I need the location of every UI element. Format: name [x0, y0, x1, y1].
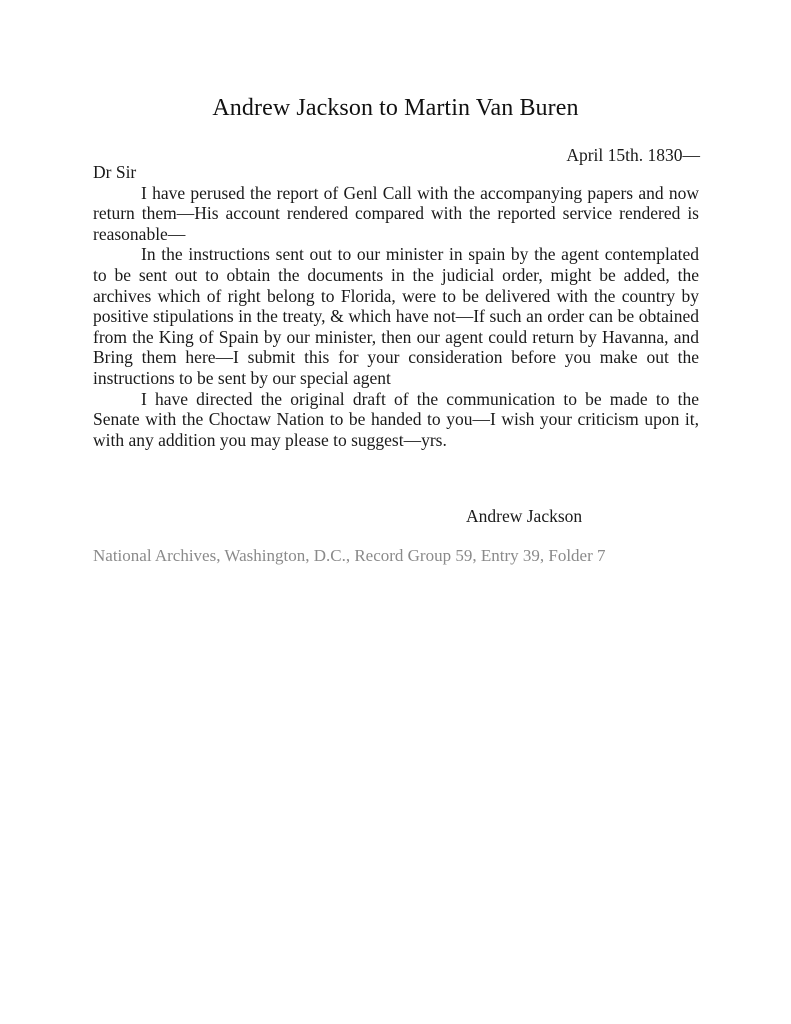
letter-paragraph: I have perused the report of Genl Call with the accompanying papers and now return them—His account rendered compared with the reported service rendered is reasonable—: [93, 182, 699, 244]
document-title: Andrew Jackson to Martin Van Buren: [212, 95, 579, 121]
letter-date: April 15th. 1830—: [566, 145, 700, 165]
letter-paragraph: In the instructions sent out to our minister in spain by the agent contemplated to be sent out to obtain the documents in the judicial order, might be added, the archives which of right belong to Florida, were to be delivered with the country by positive stipulations in the treaty, & which have not—If such an order can be obtained from the King of Spain by our minister, then our agent could return by Havanna, and Bring them here—I submit this for your consideration before you make out the instructions to be sent by our special agent: [93, 244, 699, 388]
letter-signature: Andrew Jackson: [466, 506, 583, 526]
letter-paragraph: I have directed the original draft of the communication to be made to the Senate with the Choctaw Nation to be handed to you—I wish your criticism upon it, with any addition you may please to suggest—yrs.: [93, 388, 699, 450]
letter-salutation: Dr Sir: [93, 162, 137, 182]
source-citation: National Archives, Washington, D.C., Record Group 59, Entry 39, Folder 7: [93, 546, 606, 565]
letter-body: [93, 162, 699, 450]
